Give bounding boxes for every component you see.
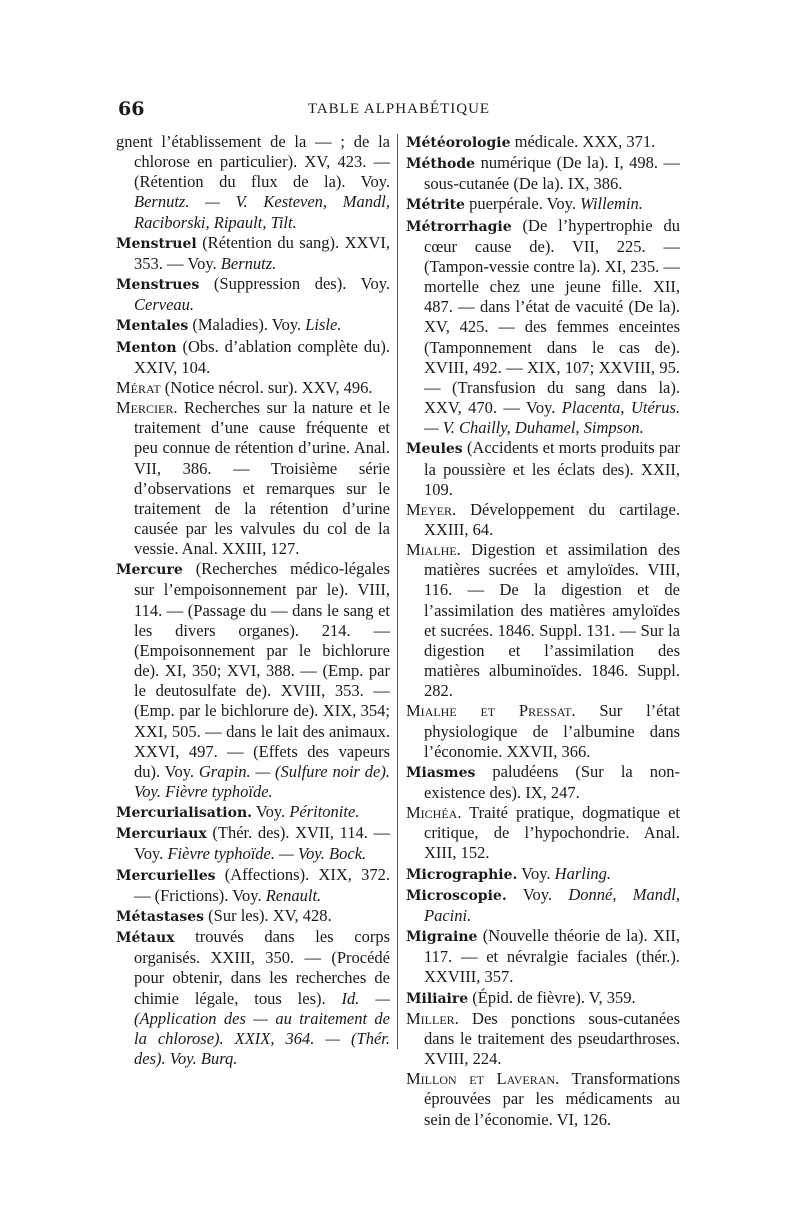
entry-cross-reference: Id. — (Application des — au traitement de la chlorose). XXIX, 364. — (Thér. des). Voy. Burq. — [134, 988, 390, 1069]
entry-text: Des ponctions sous-cutanées dans le traitement des pseudarthroses. XVIII, 224. — [424, 1008, 680, 1069]
entry-headword: Mercier. — [116, 398, 178, 418]
entry-cross-reference: Fièvre typhoïde. — Voy. Bock. — [167, 844, 367, 864]
entry-headword: Miller. — [406, 1008, 459, 1028]
index-entry — [116, 274, 390, 315]
page-header — [118, 98, 680, 122]
entry-headword: Menstruel — [116, 235, 197, 252]
index-entry — [406, 926, 680, 987]
index-entry — [406, 864, 680, 885]
index-entry — [116, 927, 390, 1069]
left-column — [116, 132, 390, 1069]
index-entry — [406, 194, 680, 215]
entry-cross-reference: Harling. — [554, 863, 612, 883]
right-column — [406, 132, 680, 1130]
entry-text: (Affections). XIX, 372. — (Frictions). Voy. — [134, 864, 390, 905]
entry-headword: Mialhe. — [406, 540, 461, 560]
entry-text: (De l’hypertrophie du cœur cause de). VII, 225. — (Tampon-vessie contre la). XI, 235. — mortelle chez une jeune fille. XII, 487. — dans l’état de vacuité (De la). XV, 425. — des femmes enceintes (Tamponnement dans le cas de). XVIII, 492. — XIX, 107; XXVIII, 95. — (Transfusion du sang dans la). XXV, 470. — Voy. — [424, 215, 680, 418]
entry-headword: Météorologie — [406, 135, 511, 151]
entry-text: Voy. — [517, 863, 555, 883]
index-entry — [116, 398, 390, 559]
entry-headword: Meyer. — [406, 499, 457, 519]
index-entry — [116, 802, 390, 823]
entry-cross-reference: Donné, Mandl, Pacini. — [424, 884, 680, 925]
entry-text: (Sur les). XV, 428. — [204, 905, 332, 925]
entry-headword: Menton — [116, 339, 177, 356]
entry-headword: Menstrues — [116, 277, 200, 294]
index-entry — [116, 378, 390, 398]
index-entry — [116, 315, 390, 336]
entry-text: Voy. — [506, 884, 569, 904]
entry-text: trouvés dans les corps organisés. XXIII, 350. — (Procédé pour obtenir, dans les recherches de chimie légale, tous les). — [134, 927, 390, 1008]
entry-text: numérique (De la). I, 498. — sous-cutanée (De la). IX, 386. — [424, 153, 680, 194]
index-entry — [116, 337, 390, 378]
entry-cross-reference: Willemin. — [580, 194, 643, 214]
entry-text: Sur l’état physiologique de l’albumine dans l’économie. XXVII, 366. — [424, 701, 680, 761]
entry-text: (Obs. d’ablation complète du). XXIV, 104. — [134, 336, 390, 377]
entry-cross-reference: Péritonite. — [289, 802, 360, 822]
entry-text: paludéens (Sur la non-existence des). IX, 247. — [424, 761, 680, 802]
index-entry — [116, 233, 390, 274]
column-divider — [397, 134, 398, 1049]
entry-text: (Suppression des). Voy. — [199, 274, 390, 294]
entry-cross-reference: Renault. — [265, 885, 322, 905]
entry-text: (Épid. de fièvre). V, 359. — [468, 987, 636, 1007]
entry-headword: Métastases — [116, 908, 205, 925]
entry-headword: Méthode — [406, 156, 476, 173]
entry-text: gnent l’établissement de la — ; de la chlorose en particulier). XV, 423. — (Rétention du flux de la). Voy. — [116, 132, 390, 192]
entry-headword: Meules — [406, 441, 463, 458]
index-entry — [116, 132, 390, 233]
entry-headword: Micrographie. — [406, 866, 518, 883]
entry-cross-reference: Placenta, Utérus. — V. Chailly, Duhamel, Simpson. — [424, 398, 680, 438]
entry-cross-reference: Bernutz. — [220, 253, 277, 273]
entry-headword: Mérat — [116, 377, 161, 397]
entry-text: Voy. — [252, 802, 290, 822]
entry-text: (Rétention du sang). XXVI, 353. — Voy. — [134, 232, 390, 273]
index-entry — [406, 1069, 680, 1129]
entry-text: puerpérale. Voy. — [464, 194, 581, 214]
index-entry — [406, 500, 680, 540]
entry-headword: Métrite — [406, 197, 465, 214]
index-entry — [406, 762, 680, 803]
entry-text: Traité pratique, dogmatique et critique, de l’hypochondrie. Anal. XIII, 152. — [424, 803, 680, 863]
index-entry — [406, 216, 680, 439]
entry-headword: Mentales — [116, 318, 189, 335]
entry-headword: Mercuriaux — [116, 826, 207, 843]
entry-text: Recherches sur la nature et le traitement d’une cause fréquente et peu connue de rétention d’urine. Anal. VII, 386. — Troisième série d’observations et remarques sur le traitement de la rétention d’urine causée par les valvules du col de la vessie. Anal. XXIII, 127. — [134, 398, 390, 559]
entry-headword: Migraine — [406, 929, 478, 946]
entry-text: (Thér. des). XVII, 114. — Voy. — [134, 823, 390, 864]
entry-headword: Mercurialisation. — [116, 805, 253, 822]
entry-cross-reference: Cerveau. — [134, 295, 195, 315]
index-entry — [116, 906, 390, 927]
entry-headword: Métrorrhagie — [406, 218, 512, 235]
entry-text: médicale. XXX, 371. — [510, 132, 656, 151]
index-entry — [406, 803, 680, 863]
entry-text: (Recherches médico-légales sur l’empoisonnement par le). VIII, 114. — (Passage du — dans le sang et les divers organes). 214. — (Empoisonnement par le bichlorure de). XI, 350; XVI, 388. — (Emp. par le deutosulfate de). XVIII, 353. — (Emp. par le bichlorure de). XIX, 354; XXI, 505. — dans le lait des animaux. XXVI, 497. — (Effets des vapeurs du). Voy. — [134, 559, 390, 781]
index-entry — [406, 988, 680, 1009]
entry-cross-reference: Bernutz. — V. Kesteven, Mandl, Raciborski, Ripault, Tilt. — [134, 192, 390, 232]
entry-headword: Mercurielles — [116, 867, 216, 884]
index-entry — [116, 865, 390, 906]
entry-headword: Miasmes — [406, 764, 476, 781]
entry-text: Digestion et assimilation des matières sucrées et amyloïdes. VIII, 116. — De la digestion et de l’assimilation des matières amyloïdes et sucrées. 1846. Suppl. 131. — Sur la digestion et l’assimilation des matières albuminoïdes. 1846. Suppl. 282. — [424, 540, 680, 701]
index-entry — [406, 701, 680, 761]
entry-headword: Miliaire — [406, 990, 469, 1007]
entry-headword: Millon et Laveran. — [406, 1069, 560, 1089]
running-head: TABLE ALPHABÉTIQUE — [307, 101, 491, 117]
entry-text: (Nouvelle théorie de la). XII, 117. — et névralgie faciales (thér.). XXVIII, 357. — [424, 926, 680, 987]
entry-headword: Mialhe et Pressat. — [406, 701, 576, 721]
entry-text: (Accidents et morts produits par la poussière et les éclats des). XXII, 109. — [424, 438, 680, 499]
entry-text: Transformations éprouvées par les médicaments au sein de l’économie. VI, 126. — [424, 1069, 680, 1129]
index-entry — [406, 1009, 680, 1069]
index-entry — [116, 823, 390, 864]
entry-headword: Mercure — [116, 562, 183, 579]
entry-cross-reference: Grapin. — (Sulfure noir de). Voy. Fièvre typhoïde. — [134, 761, 390, 801]
index-entry — [406, 438, 680, 499]
index-entry — [406, 885, 680, 926]
index-entry — [406, 153, 680, 194]
entry-text: (Notice nécrol. sur). XXV, 496. — [160, 377, 373, 397]
page-number: 66 — [118, 98, 145, 120]
index-entry — [406, 540, 680, 701]
entry-headword: Michéa. — [406, 803, 462, 823]
entry-headword: Métaux — [116, 930, 175, 947]
index-entry — [406, 132, 680, 153]
entry-headword: Microscopie. — [406, 887, 507, 904]
entry-text: Développement du cartilage. XXIII, 64. — [424, 499, 680, 539]
entry-cross-reference: Lisle. — [305, 315, 342, 335]
entry-text: (Maladies). Voy. — [188, 315, 306, 335]
index-entry — [116, 559, 390, 802]
